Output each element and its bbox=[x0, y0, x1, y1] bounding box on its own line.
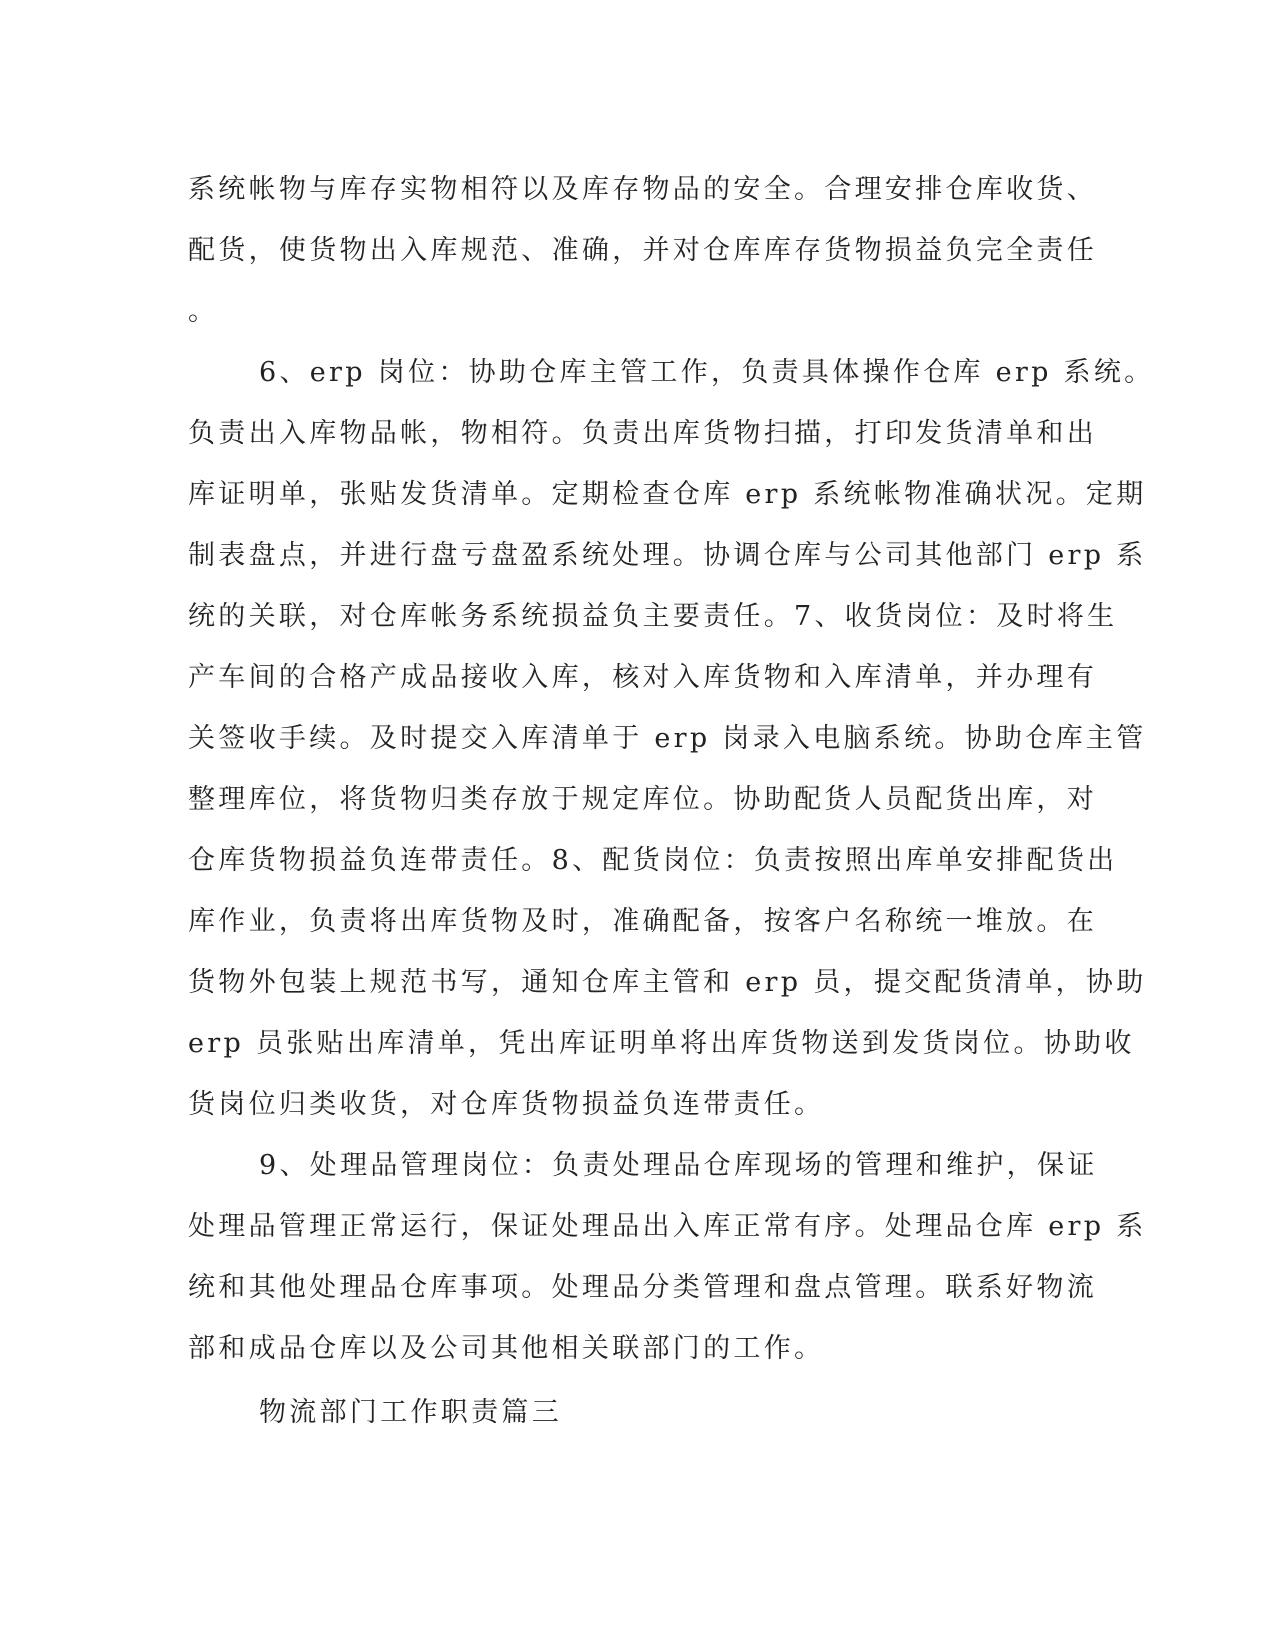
text-line: 负责出入库物品帐，物相符。负责出库货物扫描，打印发货清单和出 bbox=[188, 418, 1097, 449]
text-line: 配货，使货物出入库规范、准确，并对仓库库存货物损益负完全责任 bbox=[188, 235, 1097, 266]
text-line: 库证明单，张贴发货清单。定期检查仓库 erp 系统帐物准确状况。定期 bbox=[188, 479, 1147, 510]
text-line: 仓库货物损益负连带责任。8、配货岗位：负责按照出库单安排配货出 bbox=[188, 845, 1118, 876]
text-line: 关签收手续。及时提交入库清单于 erp 岗录入电脑系统。协助仓库主管 bbox=[188, 723, 1147, 754]
text-line: 货物外包装上规范书写，通知仓库主管和 erp 员，提交配货清单，协助 bbox=[188, 967, 1147, 998]
text-line: 货岗位归类收货，对仓库货物损益负连带责任。 bbox=[188, 1089, 825, 1120]
text-line: 统的关联，对仓库帐务系统损益负主要责任。7、收货岗位：及时将生 bbox=[188, 601, 1118, 632]
text-line: 制表盘点，并进行盘亏盘盈系统处理。协调仓库与公司其他部门 erp 系 bbox=[188, 540, 1147, 571]
text-line: 处理品管理正常运行，保证处理品出入库正常有序。处理品仓库 erp 系 bbox=[188, 1211, 1147, 1242]
text-line: erp 员张贴出库清单，凭出库证明单将出库货物送到发货岗位。协助收 bbox=[188, 1028, 1135, 1059]
paragraph-start-line: 9、处理品管理岗位：负责处理品仓库现场的管理和维护，保证 bbox=[259, 1150, 1098, 1181]
text-line: 库作业，负责将出库货物及时，准确配备，按客户名称统一堆放。在 bbox=[188, 906, 1097, 937]
text-line: 。 bbox=[188, 296, 219, 327]
text-line: 整理库位，将货物归类存放于规定库位。协助配货人员配货出库，对 bbox=[188, 784, 1097, 815]
paragraph-start-line: 6、erp 岗位：协助仓库主管工作，负责具体操作仓库 erp 系统。 bbox=[259, 357, 1155, 388]
text-line: 部和成品仓库以及公司其他相关联部门的工作。 bbox=[188, 1333, 825, 1364]
section-heading: 物流部门工作职责篇三 bbox=[259, 1397, 562, 1428]
text-line: 产车间的合格产成品接收入库，核对入库货物和入库清单，并办理有 bbox=[188, 662, 1097, 693]
text-line: 系统帐物与库存实物相符以及库存物品的安全。合理安排仓库收货、 bbox=[188, 174, 1097, 205]
text-line: 统和其他处理品仓库事项。处理品分类管理和盘点管理。联系好物流 bbox=[188, 1272, 1097, 1303]
